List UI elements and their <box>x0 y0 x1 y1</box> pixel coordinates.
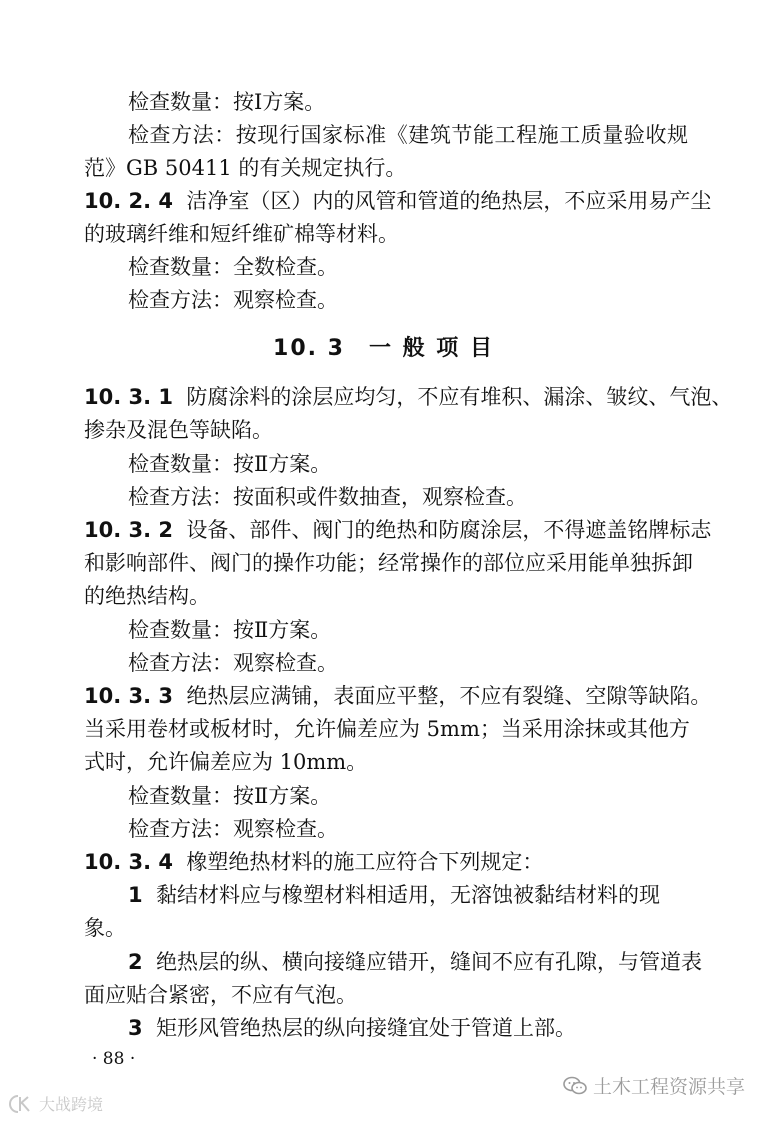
text-line: 的玻璃纤维和短纤维矿棉等材料。 <box>84 222 399 246</box>
clause-10-3-1 <box>84 381 732 413</box>
section-heading: 10. 3 一 般 项 目 <box>273 336 494 361</box>
item-number: 1 <box>128 883 143 907</box>
clause-text: 橡塑绝热材料的施工应符合下列规定： <box>186 850 544 874</box>
item-text: 矩形风管绝热层的纵向接缝宜处于管道上部。 <box>155 1016 576 1040</box>
clause-text: 防腐涂料的涂层应均匀，不应有堆积、漏涂、皱纹、气泡、 <box>186 385 733 409</box>
text-line: 检查方法：按面积或件数抽查，观察检查。 <box>128 485 527 509</box>
watermark-text: 土木工程资源共享 <box>592 1076 745 1098</box>
text-line: 检查数量：按Ⅰ方案。 <box>128 90 326 114</box>
item-text: 绝热层的纵、横向接缝应错开，缝间不应有孔隙，与管道表 <box>155 950 702 974</box>
text-line: 检查方法：按现行国家标准《建筑节能工程施工质量验收规 <box>128 123 688 147</box>
text-line: 当采用卷材或板材时，允许偏差应为 5mm；当采用涂抹或其他方 <box>84 717 690 741</box>
text-line: 检查数量：按Ⅱ方案。 <box>128 452 332 476</box>
text-line: 检查方法：观察检查。 <box>128 817 338 841</box>
list-item <box>128 946 702 978</box>
item-number: 2 <box>128 950 143 974</box>
clause-number: 10. 3. 2 <box>84 518 174 542</box>
text-line: 掺杂及混色等缺陷。 <box>84 418 273 442</box>
text-line: 和影响部件、阀门的操作功能；经常操作的部位应采用能单独拆卸 <box>84 551 693 575</box>
clause-10-2-4 <box>84 185 711 217</box>
text-line: 检查数量：按Ⅱ方案。 <box>128 784 332 808</box>
text-line: 检查方法：观察检查。 <box>128 651 338 675</box>
page-number: · 88 · <box>92 1049 136 1069</box>
clause-text: 洁净室（区）内的风管和管道的绝热层，不应采用易产尘 <box>186 189 712 213</box>
text-line: 面应贴合紧密，不应有气泡。 <box>84 983 357 1007</box>
watermark-left <box>6 1092 103 1115</box>
text-line: 范》GB 50411 的有关规定执行。 <box>84 156 407 180</box>
k-logo-icon <box>6 1093 36 1115</box>
clause-10-3-2 <box>84 514 711 546</box>
list-item <box>128 879 660 911</box>
watermark-text: 大战跨境 <box>39 1095 104 1114</box>
text-line: 检查方法：观察检查。 <box>128 288 338 312</box>
item-number: 3 <box>128 1016 143 1040</box>
item-text: 黏结材料应与橡塑材料相适用，无溶蚀被黏结材料的现 <box>155 883 660 907</box>
text-line: 检查数量：按Ⅱ方案。 <box>128 618 332 642</box>
text-line: 象。 <box>84 916 126 940</box>
clause-number: 10. 3. 1 <box>84 385 174 409</box>
clause-10-3-3 <box>84 680 711 712</box>
clause-10-3-4 <box>84 846 543 878</box>
clause-number: 10. 2. 4 <box>84 189 174 213</box>
text-line: 式时，允许偏差应为 10mm。 <box>84 750 368 774</box>
list-item <box>128 1012 576 1044</box>
watermark-right <box>563 1072 745 1099</box>
text-line: 检查数量：全数检查。 <box>128 255 338 279</box>
clause-number: 10. 3. 4 <box>84 850 174 874</box>
clause-text: 设备、部件、阀门的绝热和防腐涂层，不得遮盖铭牌标志 <box>186 518 712 542</box>
wechat-icon <box>563 1076 587 1096</box>
text-line: 的绝热结构。 <box>84 584 210 608</box>
clause-number: 10. 3. 3 <box>84 684 174 708</box>
clause-text: 绝热层应满铺，表面应平整，不应有裂缝、空隙等缺陷。 <box>186 684 712 708</box>
